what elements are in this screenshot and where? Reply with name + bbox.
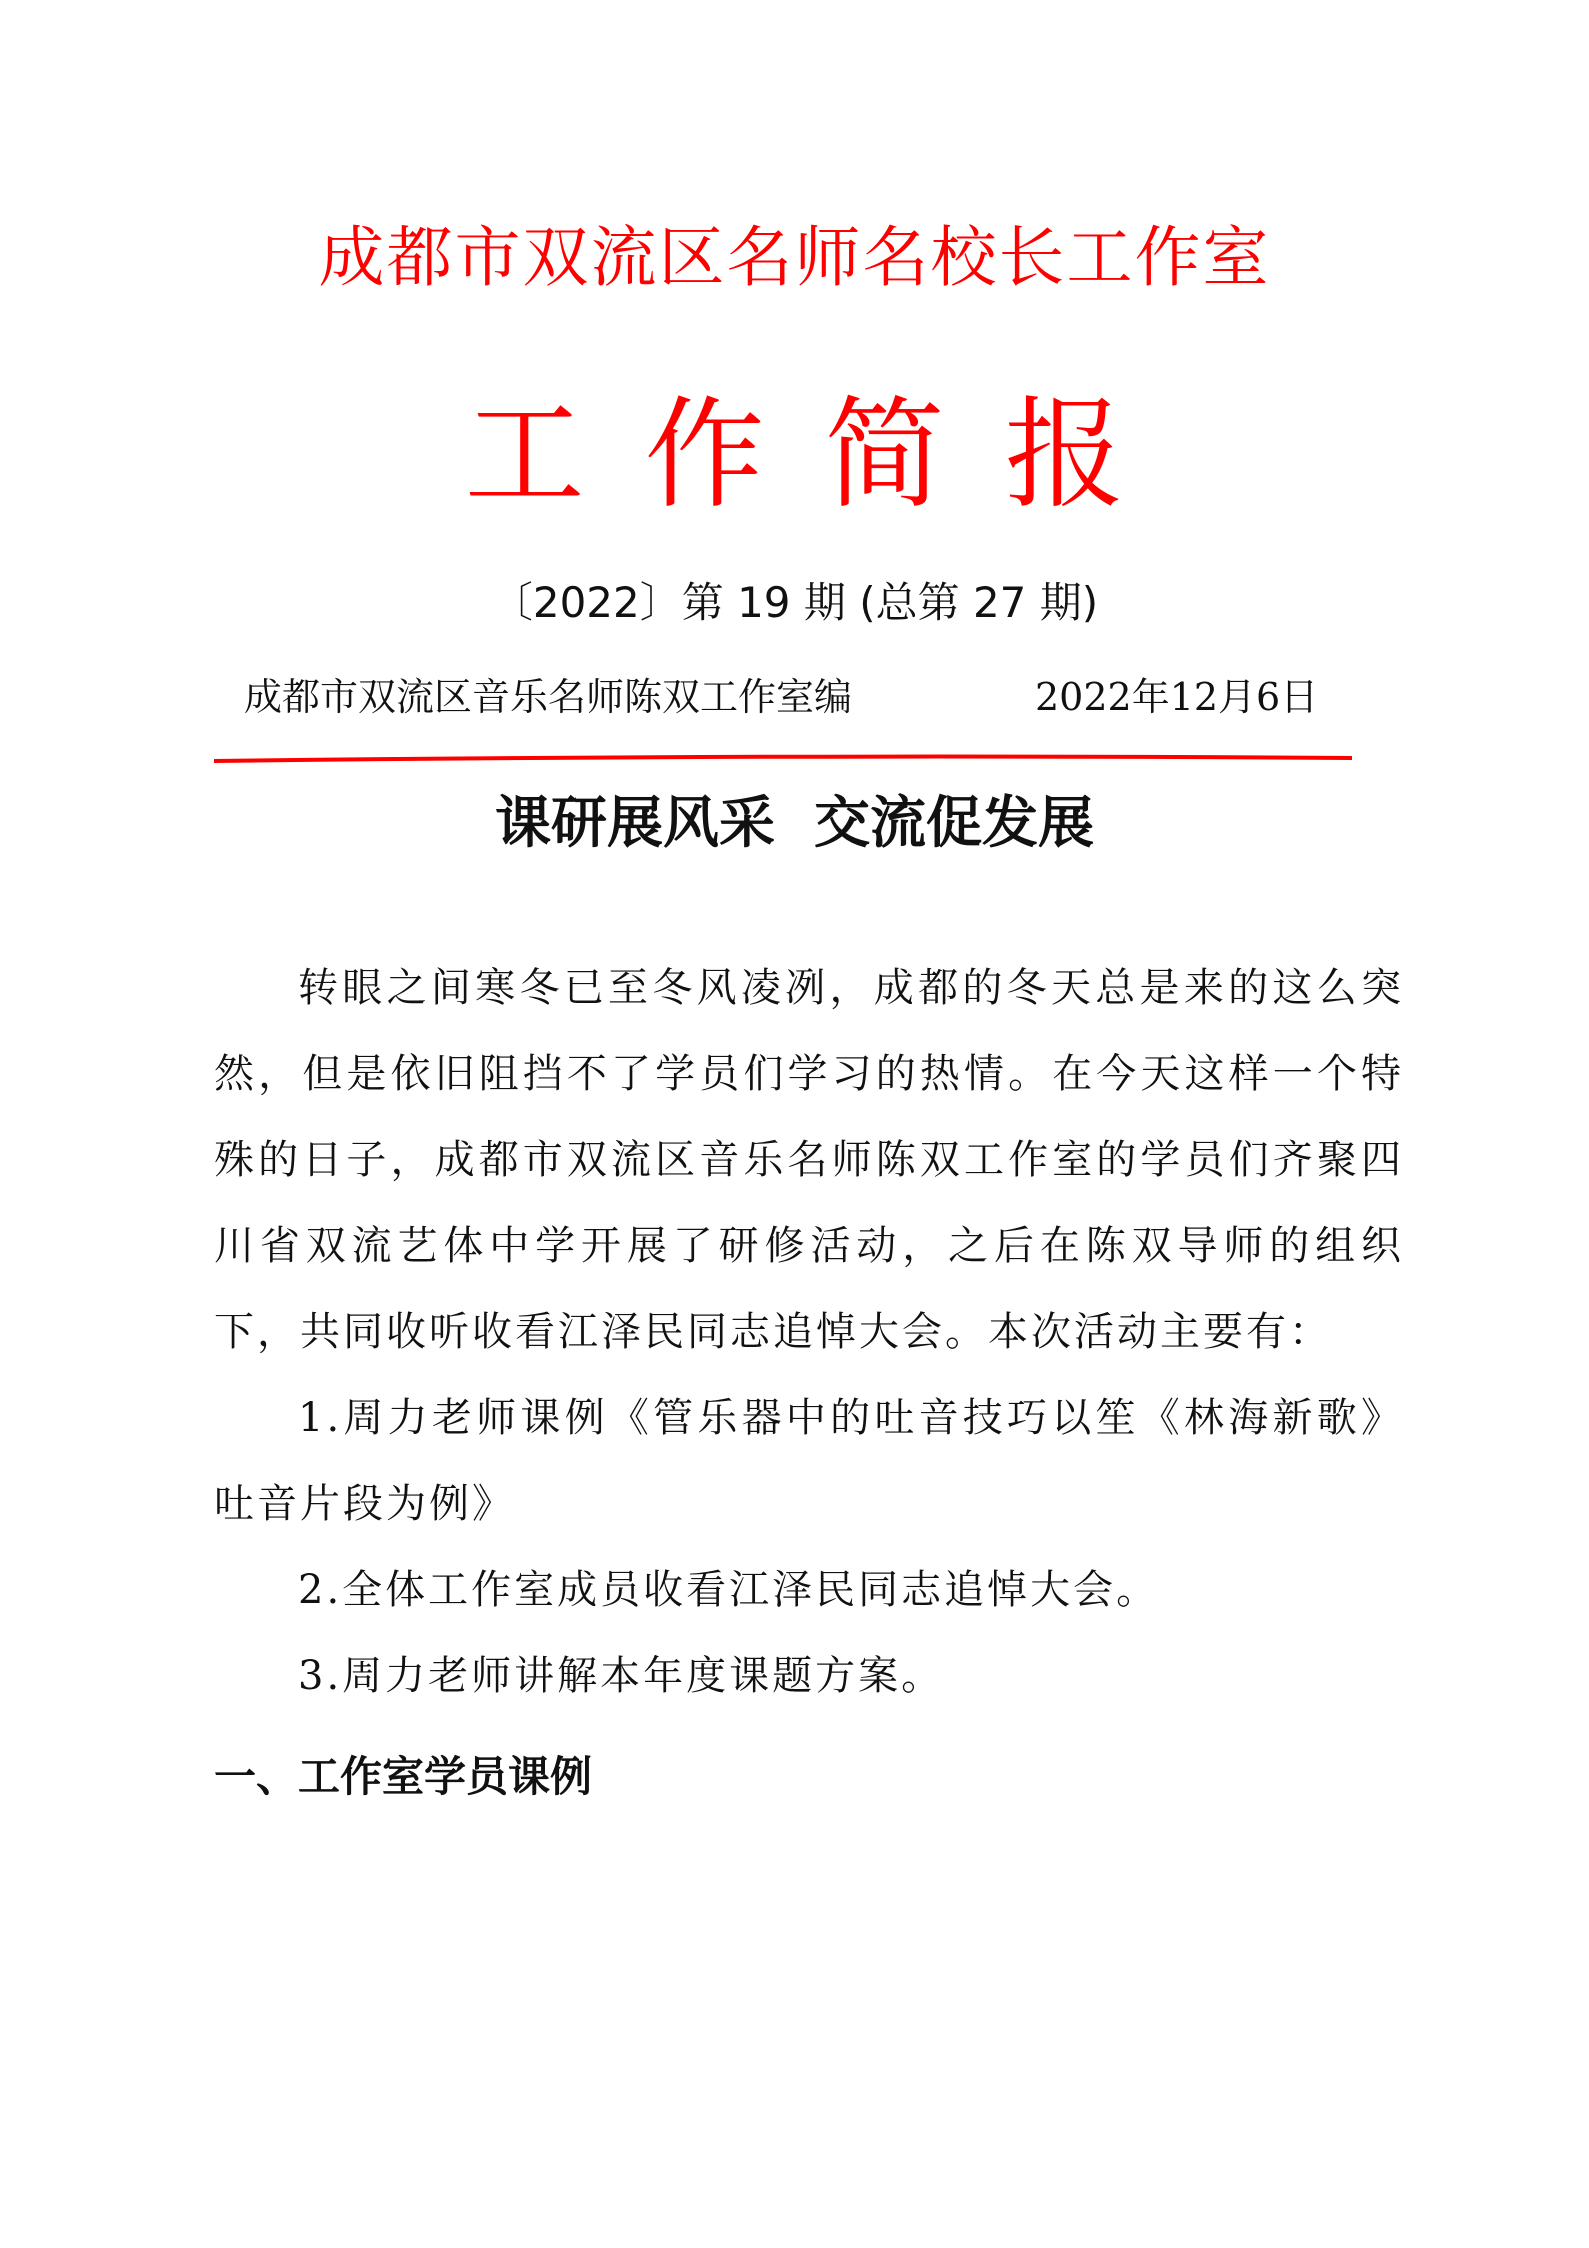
article-body bbox=[214, 945, 1404, 1719]
list-item: 2.全体工作室成员收看江泽民同志追悼大会。 bbox=[298, 1567, 1160, 1613]
article-title: 课研展风采 交流促发展 bbox=[495, 791, 1094, 856]
list-item: 1.周力老师课例《管乐器中的吐音技巧以笙《林海新歌》吐音片段为例》 bbox=[214, 1395, 1404, 1527]
publish-date: 2022年12月6日 bbox=[1035, 675, 1319, 719]
red-divider-line bbox=[214, 752, 1352, 764]
editor-line: 成都市双流区音乐名师陈双工作室编 bbox=[244, 675, 853, 719]
org-title: 成都市双流区名师名校长工作室 bbox=[318, 219, 1271, 296]
brief-title: 工作简报 bbox=[464, 386, 1185, 525]
list-item: 3.周力老师讲解本年度课题方案。 bbox=[298, 1653, 945, 1699]
intro-paragraph: 转眼之间寒冬已至冬风凌冽，成都的冬天总是来的这么突然，但是依旧阻挡不了学员们学习的热情。在今天这样一个特殊的日子，成都市双流区音乐名师陈双工作室的学员们齐聚四川省双流艺体中学开展了研修活动，之后在陈双导师的组织下，共同收听收看江泽民同志追悼大会。本次活动主要有： bbox=[214, 965, 1404, 1355]
issue-number: 〔2022〕第 19 期 (总第 27 期) bbox=[490, 578, 1099, 627]
section-heading: 一、工作室学员课例 bbox=[214, 1752, 593, 1801]
